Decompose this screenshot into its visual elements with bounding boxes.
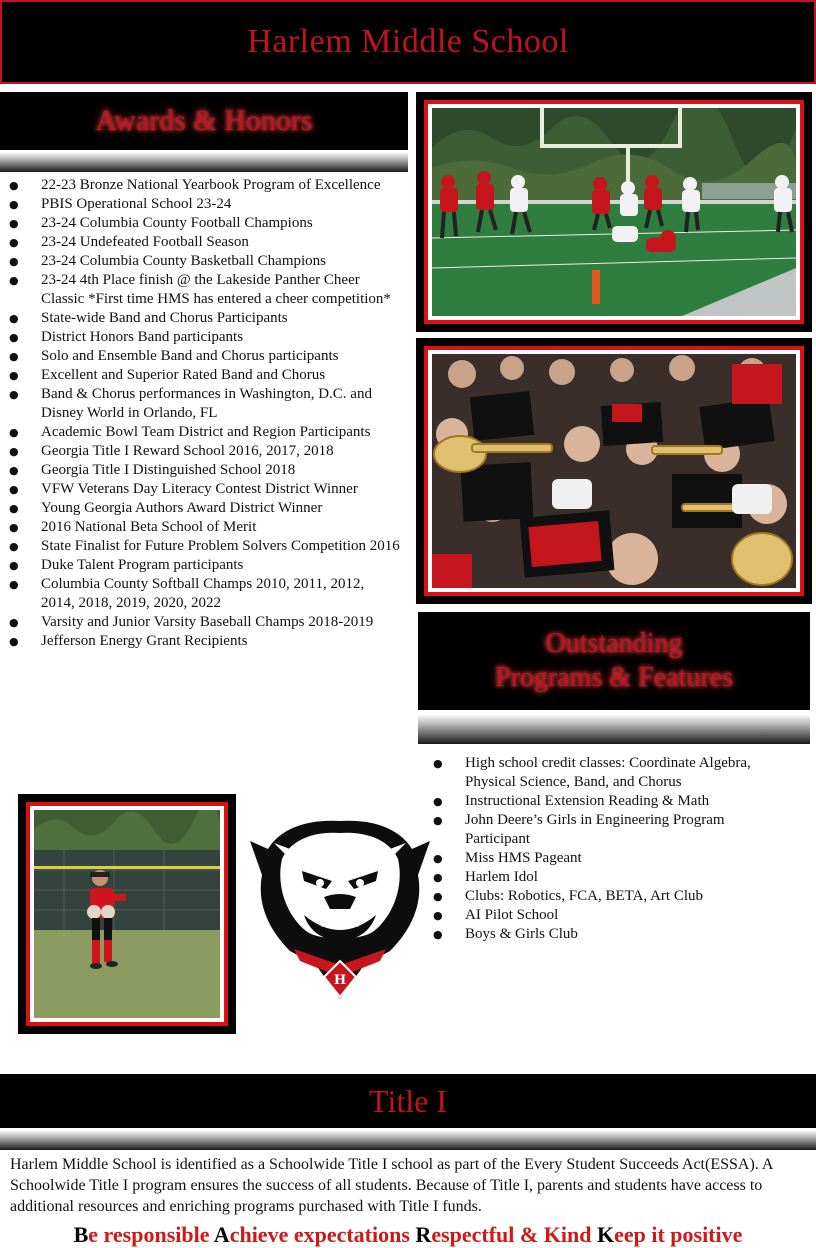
program-list-item: ● Boys & Girls Club (433, 925, 785, 944)
program-list-item: ● Clubs: Robotics, FCA, BETA, Art Club (433, 887, 785, 906)
page-header (0, 0, 816, 84)
awards-divider (0, 152, 408, 172)
award-list-item: ● State Finalist for Future Problem Solvers Competition 2016 (9, 537, 401, 556)
award-list-item: ● VFW Veterans Day Literacy Contest District Winner (9, 480, 401, 499)
motto-a-cap: A (213, 1222, 230, 1247)
motto-a-rest: chieve expectations (229, 1222, 416, 1247)
program-list-item: ● John Deere’s Girls in Engineering Program Participant (433, 811, 785, 849)
motto-r-rest: espectful & Kind (431, 1222, 597, 1247)
softball-photo (34, 810, 220, 1018)
motto-r-cap: R (415, 1222, 432, 1247)
award-list-item: ● State-wide Band and Chorus Participants (9, 309, 401, 328)
motto-b-cap: B (73, 1222, 89, 1247)
award-list-item: ● Georgia Title I Distinguished School 2018 (9, 461, 401, 480)
award-list-item: ● Varsity and Junior Varsity Baseball Champs 2018-2019 (9, 613, 401, 632)
award-list-item: ● Columbia County Softball Champs 2010, 2011, 2012, 2014, 2018, 2019, 2020, 2022 (9, 575, 401, 613)
award-list-item: ● Academic Bowl Team District and Region Participants (9, 423, 401, 442)
band-photo (432, 354, 796, 588)
svg-text:H: H (333, 973, 347, 988)
title-one-header (0, 1074, 816, 1128)
title-one-body: Harlem Middle School is identified as a Schoolwide Title I school as part of the Every Student Succeeds Act(ESSA). A Schoolwide Title I program ensures the success of all students. Because of Title I, parents and students have access to additional resources and enriching programs purchased with Title I funds. (10, 1156, 773, 1215)
programs-header (418, 612, 810, 710)
award-list-item: ● PBIS Operational School 23-24 (9, 195, 401, 214)
award-list-item: ● 23-24 Columbia County Basketball Champions (9, 252, 401, 271)
award-list-item: ● Georgia Title I Reward School 2016, 2017, 2018 (9, 442, 401, 461)
program-list-item: ● High school credit classes: Coordinate Algebra, Physical Science, Band, and Chorus (433, 754, 785, 792)
award-list-item: ● Band & Chorus performances in Washington, D.C. and Disney World in Orlando, FL (9, 385, 401, 423)
softball-photo-frame (18, 794, 236, 1034)
title-one-divider (0, 1130, 816, 1150)
award-list-item: ● District Honors Band participants (9, 328, 401, 347)
awards-header (0, 92, 408, 150)
program-list-item: ● Harlem Idol (433, 868, 785, 887)
program-list-item: ● AI Pilot School (433, 906, 785, 925)
awards-title: Awards & Honors (95, 104, 313, 137)
school-name: Harlem Middle School (247, 23, 569, 60)
title-one-heading: Title I (369, 1082, 447, 1119)
award-list-item: ● 2016 National Beta School of Merit (9, 518, 401, 537)
football-photo (432, 108, 796, 316)
awards-list (9, 176, 401, 651)
award-list-item: ● Duke Talent Program participants (9, 556, 401, 575)
bulldog-mascot-logo (246, 815, 434, 1005)
award-list-item: ● 23-24 Columbia County Football Champions (9, 214, 401, 233)
motto-b-rest: e responsible (88, 1222, 214, 1247)
award-list-item: ● Young Georgia Authors Award District Winner (9, 499, 401, 518)
programs-title-line2: Programs & Features (495, 662, 733, 693)
program-list-item: ● Instructional Extension Reading & Math (433, 792, 785, 811)
motto-line (0, 1222, 816, 1248)
programs-title-line1: Outstanding (545, 628, 683, 659)
program-list-item: ● Miss HMS Pageant (433, 849, 785, 868)
motto-k-rest: eep it positive (614, 1222, 743, 1247)
programs-divider (418, 714, 810, 744)
motto-k-cap: K (596, 1222, 615, 1247)
award-list-item: ● 23-24 4th Place finish @ the Lakeside Panther Cheer Classic *First time HMS has entered a cheer competition* (9, 271, 401, 309)
award-list-item: ● Solo and Ensemble Band and Chorus participants (9, 347, 401, 366)
football-photo-frame (416, 92, 812, 332)
award-list-item: ● 23-24 Undefeated Football Season (9, 233, 401, 252)
award-list-item: ● Excellent and Superior Rated Band and Chorus (9, 366, 401, 385)
band-photo-frame (416, 338, 812, 604)
award-list-item: ● Jefferson Energy Grant Recipients (9, 632, 401, 651)
award-list-item: ● 22-23 Bronze National Yearbook Program of Excellence (9, 176, 401, 195)
programs-list (433, 754, 785, 944)
